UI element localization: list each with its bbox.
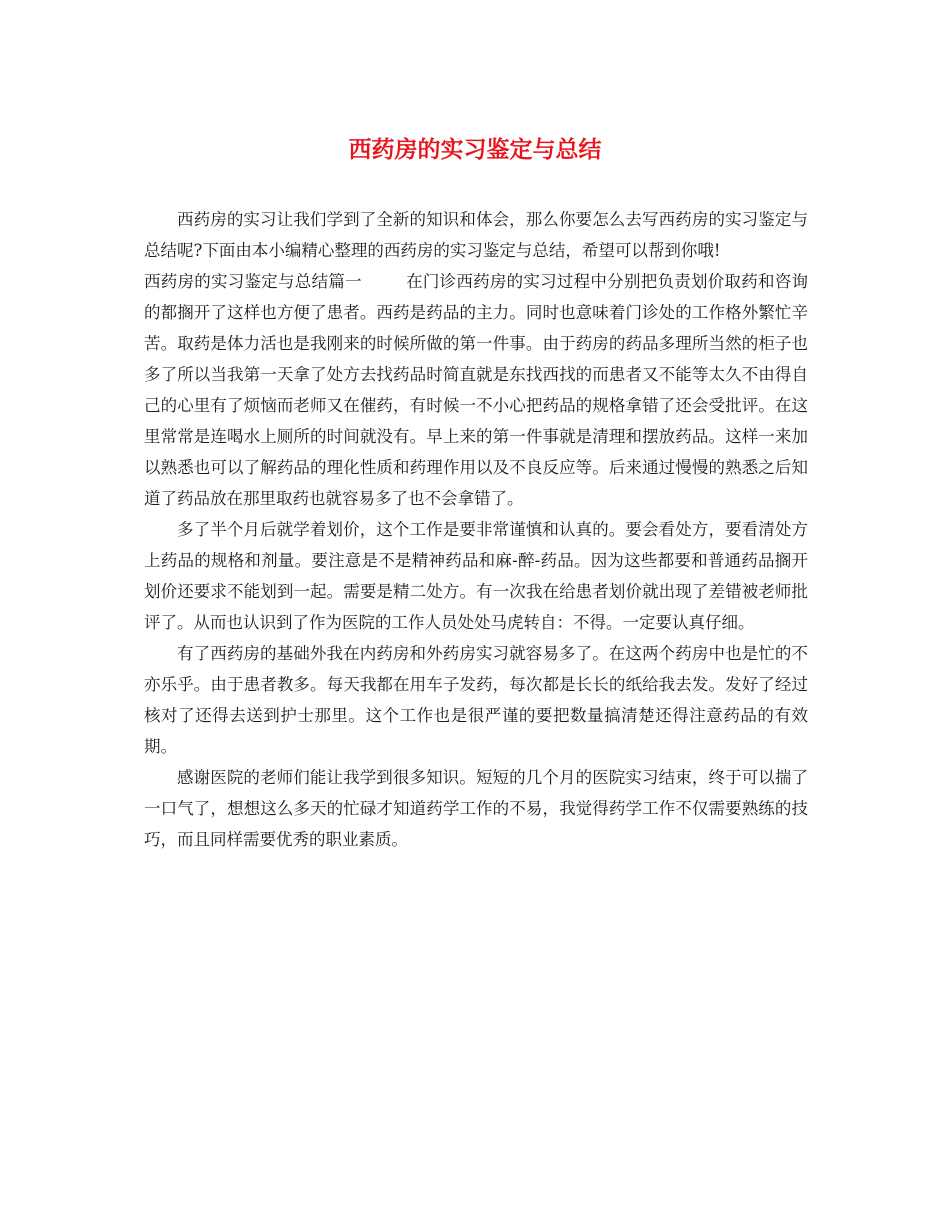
document-title: 西药房的实习鉴定与总结	[348, 136, 602, 163]
paragraph-3: 有了西药房的基础外我在内药房和外药房实习就容易多了。在这两个药房中也是忙的不亦乐乎。由于患者教多。每天我都在用车子发药，每次都是长长的纸给我去发。发好了经过核对了还得去送到护士那里。这个工作也是很严谨的要把数量搞清楚还得注意药品的有效期。	[144, 644, 808, 756]
intro-paragraph: 西药房的实习让我们学到了全新的知识和体会，那么你要怎么去写西药房的实习鉴定与总结呢?下面由本小编精心整理的西药房的实习鉴定与总结，希望可以帮到你哦!	[144, 210, 808, 260]
paragraph-2: 多了半个月后就学着划价，这个工作是要非常谨慎和认真的。要会看处方，要看清处方上药品的规格和剂量。要注意是不是精神药品和麻-醉-药品。因为这些都要和普通药品搁开划价还要求不能划到一起。需要是精二处方。有一次我在给患者划价就出现了差错被老师批评了。从而也认识到了作为医院的工作人员处处马虎转自：不得。一定要认真仔细。	[144, 520, 808, 632]
section-paragraph	[144, 266, 808, 514]
section-first-text: 在门诊西药房的实习过程中分别把负责划价取药和咨询的都搁开了这样也方便了患者。西药是药品的主力。同时也意味着门诊处的工作格外繁忙辛苦。取药是体力活也是我刚来的时候所做的第一件事。由于药房的药品多理所当然的柜子也多了所以当我第一天拿了处方去找药品时简直就是东找西找的而患者又不能等太久不由得自己的心里有了烦恼而老师又在催药，有时候一不小心把药品的规格拿错了还会受批评。在这里常常是连喝水上厕所的时间就没有。早上来的第一件事就是清理和摆放药品。这样一来加以熟悉也可以了解药品的理化性质和药理作用以及不良反应等。后来通过慢慢的熟悉之后知道了药品放在那里取药也就容易多了也不会拿错了。	[144, 272, 809, 508]
section-heading: 西药房的实习鉴定与总结篇一	[144, 272, 362, 291]
paragraph-4: 感谢医院的老师们能让我学到很多知识。短短的几个月的医院实习结束，终于可以揣了一口气了，想想这么多天的忙碌才知道药学工作的不易，我觉得药学工作不仅需要熟练的技巧，而且同样需要优秀的职业素质。	[144, 768, 808, 849]
document-body	[144, 204, 808, 855]
